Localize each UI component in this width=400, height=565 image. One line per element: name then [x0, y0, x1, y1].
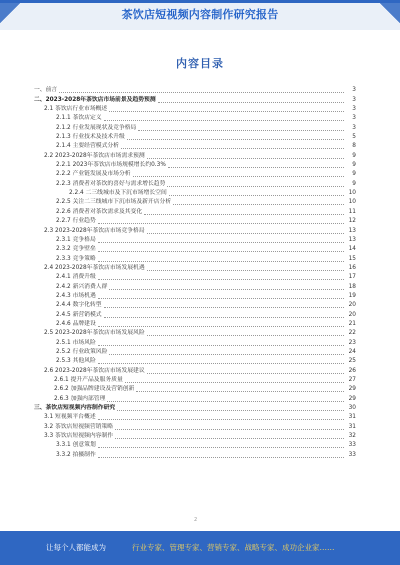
toc-entry-page: 3 — [352, 115, 356, 122]
toc-leader-dots — [98, 279, 344, 280]
toc-leader-dots — [138, 130, 344, 131]
toc-leader-dots — [147, 373, 344, 374]
toc-entry-label: 3.3.1 创意策划 — [56, 442, 96, 449]
toc-entry-label: 2.2.1 2023年茶饮店市场规模增长约0.3% — [56, 162, 166, 169]
toc-entry-page: 9 — [352, 152, 356, 159]
toc-leader-dots — [98, 223, 344, 224]
toc-entry[interactable] — [34, 245, 356, 254]
toc-entry-label: 2.6 2023-2028年茶饮店市场发展建议 — [44, 367, 145, 374]
toc-leader-dots — [158, 102, 344, 103]
toc-entry-page: 3 — [352, 87, 356, 94]
toc-leader-dots — [121, 148, 344, 149]
page-number: 2 — [194, 517, 198, 523]
toc-entry-label: 2.4.6 品牌建设 — [56, 320, 96, 327]
toc-entry[interactable] — [34, 329, 356, 338]
toc-entry-page: 20 — [348, 302, 356, 309]
toc-entry[interactable] — [34, 123, 356, 132]
toc-entry[interactable] — [34, 151, 356, 160]
toc-leader-dots — [127, 139, 344, 140]
toc-leader-dots — [133, 176, 344, 177]
toc-entry-page: 5 — [352, 134, 356, 141]
toc-entry[interactable] — [34, 422, 356, 431]
toc-entry-page: 13 — [348, 227, 356, 234]
toc-entry-label: 2.6.1 提升产品及服务质量 — [54, 377, 123, 383]
toc-entry[interactable] — [34, 385, 356, 394]
toc-entry-label: 2.2 2023-2028年茶饮店市场需求预测 — [44, 152, 145, 159]
toc-entry-label: 2.4.3 市场机遇 — [56, 292, 96, 299]
toc-entry-page: 17 — [348, 274, 356, 281]
toc-entry-page: 20 — [348, 311, 356, 318]
toc-entry-page: 27 — [348, 377, 356, 383]
toc-entry-page: 9 — [352, 171, 356, 178]
toc-leader-dots — [109, 111, 344, 112]
toc-entry-page: 25 — [348, 358, 356, 365]
toc-entry-page: 9 — [352, 162, 356, 169]
toc-entry-label: 2.2.7 行业趋势 — [56, 218, 96, 225]
toc-entry-page: 18 — [348, 283, 356, 290]
toc-entry-label: 2.2.2 产业链发展及市场分析 — [56, 171, 131, 178]
toc-leader-dots — [117, 410, 344, 411]
toc-entry[interactable] — [34, 338, 356, 347]
toc-entry-label: 2.1 茶饮店行业市场概述 — [44, 106, 108, 113]
toc-entry-label: 2.6.3 加强内部管理 — [54, 395, 106, 402]
toc-entry-label: 二、2023-2028年茶饮店市场前景及趋势预测 — [34, 96, 156, 103]
table-of-contents — [34, 86, 356, 460]
toc-leader-dots — [98, 345, 344, 346]
toc-leader-dots — [109, 354, 344, 355]
toc-entry-label: 2.1.3 行业技术及技术升级 — [56, 134, 125, 141]
toc-entry[interactable] — [34, 273, 356, 282]
toc-leader-dots — [98, 363, 344, 364]
toc-entry[interactable] — [34, 282, 356, 291]
toc-leader-dots — [147, 335, 344, 336]
toc-leader-dots — [98, 447, 344, 448]
toc-entry-label: 2.5.1 市场风险 — [56, 339, 96, 346]
toc-entry-label: 2.2.5 关注二三线城市下沉市场及新开店分析 — [56, 199, 172, 206]
toc-entry[interactable] — [34, 376, 356, 385]
toc-entry-label: 2.5.3 其他风险 — [56, 358, 96, 365]
toc-entry[interactable] — [34, 310, 356, 319]
toc-leader-dots — [104, 120, 344, 121]
toc-entry[interactable] — [34, 441, 356, 450]
page-footer — [0, 517, 400, 565]
toc-entry[interactable] — [34, 86, 356, 95]
toc-entry[interactable] — [34, 217, 356, 226]
toc-leader-dots — [147, 270, 344, 271]
page-header — [0, 0, 400, 30]
toc-entry[interactable] — [34, 292, 356, 301]
toc-entry-label: 2.2.6 消费者对茶饮需求及其变化 — [56, 208, 143, 215]
toc-leader-dots — [98, 251, 344, 252]
toc-leader-dots — [125, 382, 344, 383]
toc-entry-page: 10 — [348, 199, 356, 206]
report-title: 茶饮店短视频内容制作研究报告 — [121, 8, 279, 21]
toc-entry-page: 26 — [348, 367, 356, 374]
toc-entry[interactable] — [34, 432, 356, 441]
toc-leader-dots — [98, 242, 344, 243]
toc-leader-dots — [147, 158, 344, 159]
toc-entry[interactable] — [34, 105, 356, 114]
toc-entry-page: 22 — [348, 330, 356, 337]
toc-leader-dots — [98, 261, 344, 262]
toc-entry-label: 2.4.1 消费升级 — [56, 274, 96, 281]
toc-leader-dots — [98, 457, 344, 458]
toc-entry-page: 29 — [348, 386, 356, 393]
toc-leader-dots — [115, 429, 344, 430]
toc-entry-label: 3.1 短视频平台概述 — [44, 414, 96, 421]
toc-entry-page: 10 — [348, 190, 356, 197]
toc-entry[interactable] — [34, 348, 356, 357]
toc-entry[interactable] — [34, 114, 356, 123]
toc-entry-label: 2.1.4 主要经营模式分析 — [56, 143, 119, 150]
toc-heading: 内容目录 — [176, 57, 224, 70]
toc-leader-dots — [168, 167, 344, 168]
toc-leader-dots — [107, 401, 344, 402]
toc-leader-dots — [173, 204, 344, 205]
toc-leader-dots — [104, 317, 344, 318]
toc-entry-page: 32 — [348, 433, 356, 440]
toc-entry-label: 2.3.2 竞争壁垒 — [56, 246, 96, 253]
toc-entry-page: 24 — [348, 348, 356, 355]
toc-entry-label: 2.3.1 竞争格局 — [56, 236, 96, 243]
toc-entry-label: 2.3 2023-2028年茶饮店市场竞争格局 — [44, 227, 145, 234]
toc-entry[interactable] — [34, 236, 356, 245]
toc-entry-label: 3.3.2 拍摄制作 — [56, 451, 96, 458]
toc-entry[interactable] — [34, 170, 356, 179]
toc-entry[interactable] — [34, 450, 356, 459]
toc-entry-page: 3 — [352, 124, 356, 131]
toc-entry-label: 2.4.2 新兴消费人群 — [56, 283, 108, 290]
toc-entry-page: 31 — [348, 423, 356, 430]
toc-entry[interactable] — [34, 320, 356, 329]
toc-entry-page: 31 — [348, 414, 356, 421]
toc-leader-dots — [167, 186, 344, 187]
toc-entry[interactable] — [34, 207, 356, 216]
toc-leader-dots — [115, 438, 344, 439]
toc-entry-page: 15 — [348, 255, 356, 262]
toc-entry-page: 11 — [348, 208, 356, 215]
toc-entry-label: 3.2 茶饮店短视频营销策略 — [44, 423, 114, 430]
toc-entry-label: 2.4.5 新营销模式 — [56, 311, 102, 318]
toc-entry-label: 2.4 2023-2028年茶饮店市场发展机遇 — [44, 264, 145, 271]
toc-entry[interactable] — [34, 189, 356, 198]
toc-entry[interactable] — [34, 179, 356, 188]
toc-entry-label: 2.3.3 竞争策略 — [56, 255, 96, 262]
toc-entry-page: 3 — [352, 96, 356, 103]
toc-leader-dots — [98, 298, 344, 299]
toc-entry[interactable] — [34, 404, 356, 413]
toc-leader-dots — [147, 233, 344, 234]
toc-entry[interactable] — [34, 357, 356, 366]
toc-entry[interactable] — [34, 226, 356, 235]
toc-entry[interactable] — [34, 198, 356, 207]
toc-entry-label: 2.5.2 行业政策风险 — [56, 348, 108, 355]
toc-entry-label: 2.4.4 数字化转型 — [56, 302, 102, 309]
footer-slogan: 让每个人都能成为 — [46, 543, 106, 552]
toc-leader-dots — [104, 307, 344, 308]
toc-entry-page: 8 — [352, 143, 356, 150]
toc-entry[interactable] — [34, 95, 356, 104]
toc-entry-label: 2.6.2 加强品牌建设及营销创新 — [54, 386, 135, 393]
toc-entry-label: 2.2.3 消费者对茶饮的喜好与需求增长趋势 — [56, 180, 166, 187]
toc-entry-page: 21 — [348, 320, 356, 327]
toc-entry[interactable] — [34, 142, 356, 151]
toc-entry-label: 2.1.1 茶饮店定义 — [56, 115, 102, 122]
toc-entry-page: 33 — [348, 451, 356, 458]
toc-entry[interactable] — [34, 254, 356, 263]
toc-entry-label: 2.5 2023-2028年茶饮店市场发展风险 — [44, 330, 145, 337]
toc-entry-label: 三、茶饮店短视频内容制作研究 — [34, 405, 116, 412]
toc-entry-page: 30 — [348, 405, 356, 412]
toc-entry-page: 23 — [348, 339, 356, 346]
toc-entry[interactable] — [34, 264, 356, 273]
toc-entry-page: 19 — [348, 292, 356, 299]
toc-leader-dots — [136, 391, 344, 392]
toc-leader-dots — [109, 289, 344, 290]
toc-entry[interactable] — [34, 161, 356, 170]
toc-entry-label: 一、前言 — [34, 87, 58, 94]
toc-entry-page: 3 — [352, 106, 356, 113]
toc-entry-page: 16 — [348, 264, 356, 271]
toc-entry[interactable] — [34, 394, 356, 403]
toc-entry-page: 29 — [348, 395, 356, 402]
toc-entry-page: 33 — [348, 442, 356, 449]
header-accent-line — [0, 0, 400, 3]
toc-entry[interactable] — [34, 366, 356, 375]
toc-entry-label: 2.2.4 二三线城市及下沉市场增长空间 — [69, 190, 167, 197]
toc-entry[interactable] — [34, 133, 356, 142]
toc-leader-dots — [144, 214, 344, 215]
toc-leader-dots — [169, 195, 344, 196]
toc-entry-page: 13 — [348, 236, 356, 243]
toc-leader-dots — [59, 92, 344, 93]
toc-entry-page: 14 — [348, 246, 356, 253]
toc-entry-label: 2.1.2 行业发展现状及竞争格局 — [56, 124, 137, 131]
footer-roles: 行业专家、管理专家、营销专家、战略专家、成功企业家…… — [132, 543, 335, 552]
toc-leader-dots — [98, 326, 344, 327]
toc-entry-page: 9 — [352, 180, 356, 187]
toc-entry[interactable] — [34, 301, 356, 310]
toc-entry-page: 12 — [348, 218, 356, 225]
toc-entry[interactable] — [34, 413, 356, 422]
toc-entry-label: 3.3 茶饮店短视频内容制作 — [44, 433, 114, 440]
toc-leader-dots — [98, 419, 344, 420]
